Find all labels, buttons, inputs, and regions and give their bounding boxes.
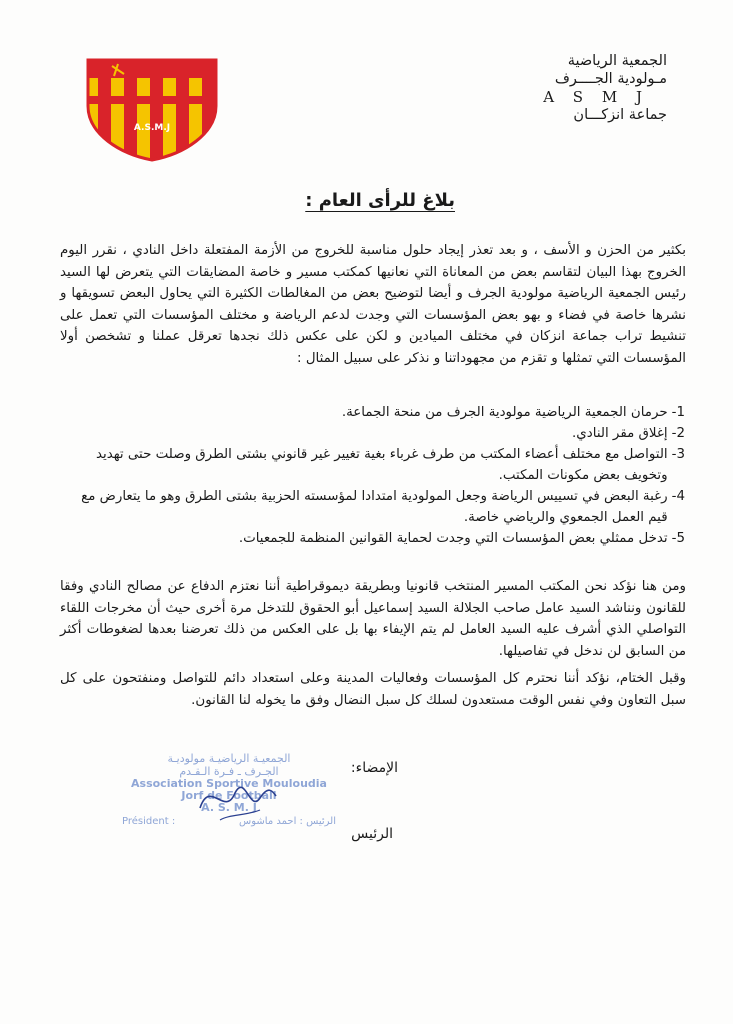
list-item-text: إغلاق مقر النادي. — [572, 426, 668, 441]
list-item-text: رغبة البعض في تسييس الرياضة وجعل المولودية امتدادا لمؤسسته الحزبية بشتى الطرق وهو ما يتعارض مع قيم العمل الجمعوي والرياضي خاصة. — [81, 489, 668, 525]
stamp-line-latin-2: Jorf de Football — [181, 789, 277, 802]
org-acronym: A S M J — [543, 88, 649, 106]
list-item-text: التواصل مع مختلف أعضاء المكتب من طرف غرباء بغية تغيير غير قانوني بشتى الطرق وصلت حتى تهديد وتخويف بعض مكونات المكتب. — [95, 447, 668, 483]
list-item — [59, 423, 685, 444]
org-commune: جماعة انزكـــان — [573, 107, 667, 123]
logo-text: A.S.M.J — [133, 123, 171, 133]
club-logo-icon — [84, 56, 220, 162]
list-item — [59, 402, 685, 423]
stamp-line-arabic-2: الجـرف ـ فـرة الـقـدم — [179, 765, 279, 778]
list-item — [59, 528, 685, 549]
list-item — [59, 444, 685, 486]
signature-label: الإمضاء: — [350, 760, 398, 776]
list-item — [59, 486, 685, 528]
stamp-line-latin-1: Association Sportive Mouloudia — [131, 777, 327, 790]
list-item-text: تدخل ممثلي بعض المؤسسات التي وجدت لحماية القوانين المنظمة للجمعيات. — [238, 531, 668, 546]
grievance-list — [59, 402, 685, 549]
paragraph-intro: بكثير من الحزن و الأسف ، و بعد تعذر إيجاد حلول مناسبة للخروج من الأزمة المفتعلة داخل النادي ، نقرر اليوم الخروج بهذا البيان لتقاسم بعض من المعاناة التي نعانيها كمكتب مسير و خاصة المضايقات التي يتعرض لها السيد رئيس الجمعية الرياضية مولودية الجرف و أيضا لتوضيح بعض من المغالطات الكثيرة التي يحاول البعض تسويقها و نشرها خاصة في فضاء و بهو بعض المؤسسات التي وجدت لدعم الرياضة و مختلف المؤسسات التي تعمل على تنشيط تراب جماعة انزكان في مختلف الميادين و لكن على عكس ذلك نجدها تعرقل عملنا و تشخصن أولا المؤسسات التي تمثلها و تقزم من مجهوداتنا و نذكر على سبيل المثال : — [60, 243, 686, 366]
handwritten-signature-icon — [190, 768, 280, 828]
organization-header — [467, 52, 667, 124]
org-name-line1: الجمعية الرياضية — [567, 53, 667, 69]
list-item-text: حرمان الجمعية الرياضية مولودية الجرف من منحة الجماعة. — [341, 405, 668, 420]
stamp-president-fr: Président : — [122, 816, 176, 827]
stamp-line-acronym: A. S. M. J — [201, 801, 257, 814]
paragraph-closing: وقبل الختام، نؤكد أننا نحترم كل المؤسسات وفعاليات المدينة وعلى استعداد دائم للتواصل ومنفتحون على كل سبل التعاون وفي نفس الوقت مستعدون لسلك كل سبل النضال وفق ما يخوله لنا القانون. — [60, 671, 686, 708]
org-name-line2: مـولودية الجــــرف — [554, 71, 667, 87]
paragraph-appeal: ومن هنا نؤكد نحن المكتب المسير المنتخب قانونيا وبطريقة ديموقراطية أننا نعتزم الدفاع عن مصالح النادي وفقا للقانون ونناشد السيد عامل صاحب الجلالة السيد إسماعيل أبو الحقوق للتدخل مرة أخرى حيث أن مخرجات اللقاء التواصلي الذي أشرف عليه السيد العامل لم يتم الإيفاء بها بل على العكس من ذلك تعرضنا بعدها لضغوطات أكثر من السابق لن ندخل في تفاصيلها. — [60, 579, 686, 659]
page-title: بلاغ للرأى العام : — [305, 190, 455, 211]
list-item-number: 4- — [671, 489, 685, 504]
list-item-number: 1- — [671, 405, 685, 420]
list-item-number: 3- — [671, 447, 685, 462]
stamp-line-arabic-1: الجمعيـة الرياضيـة مولوديـة — [167, 752, 291, 765]
stamp-president-ar: الرئيس : احمد ماشوس — [239, 816, 336, 827]
list-item-number: 5- — [671, 531, 685, 546]
list-item-number: 2- — [671, 426, 685, 441]
president-label: الرئيس — [351, 826, 393, 842]
